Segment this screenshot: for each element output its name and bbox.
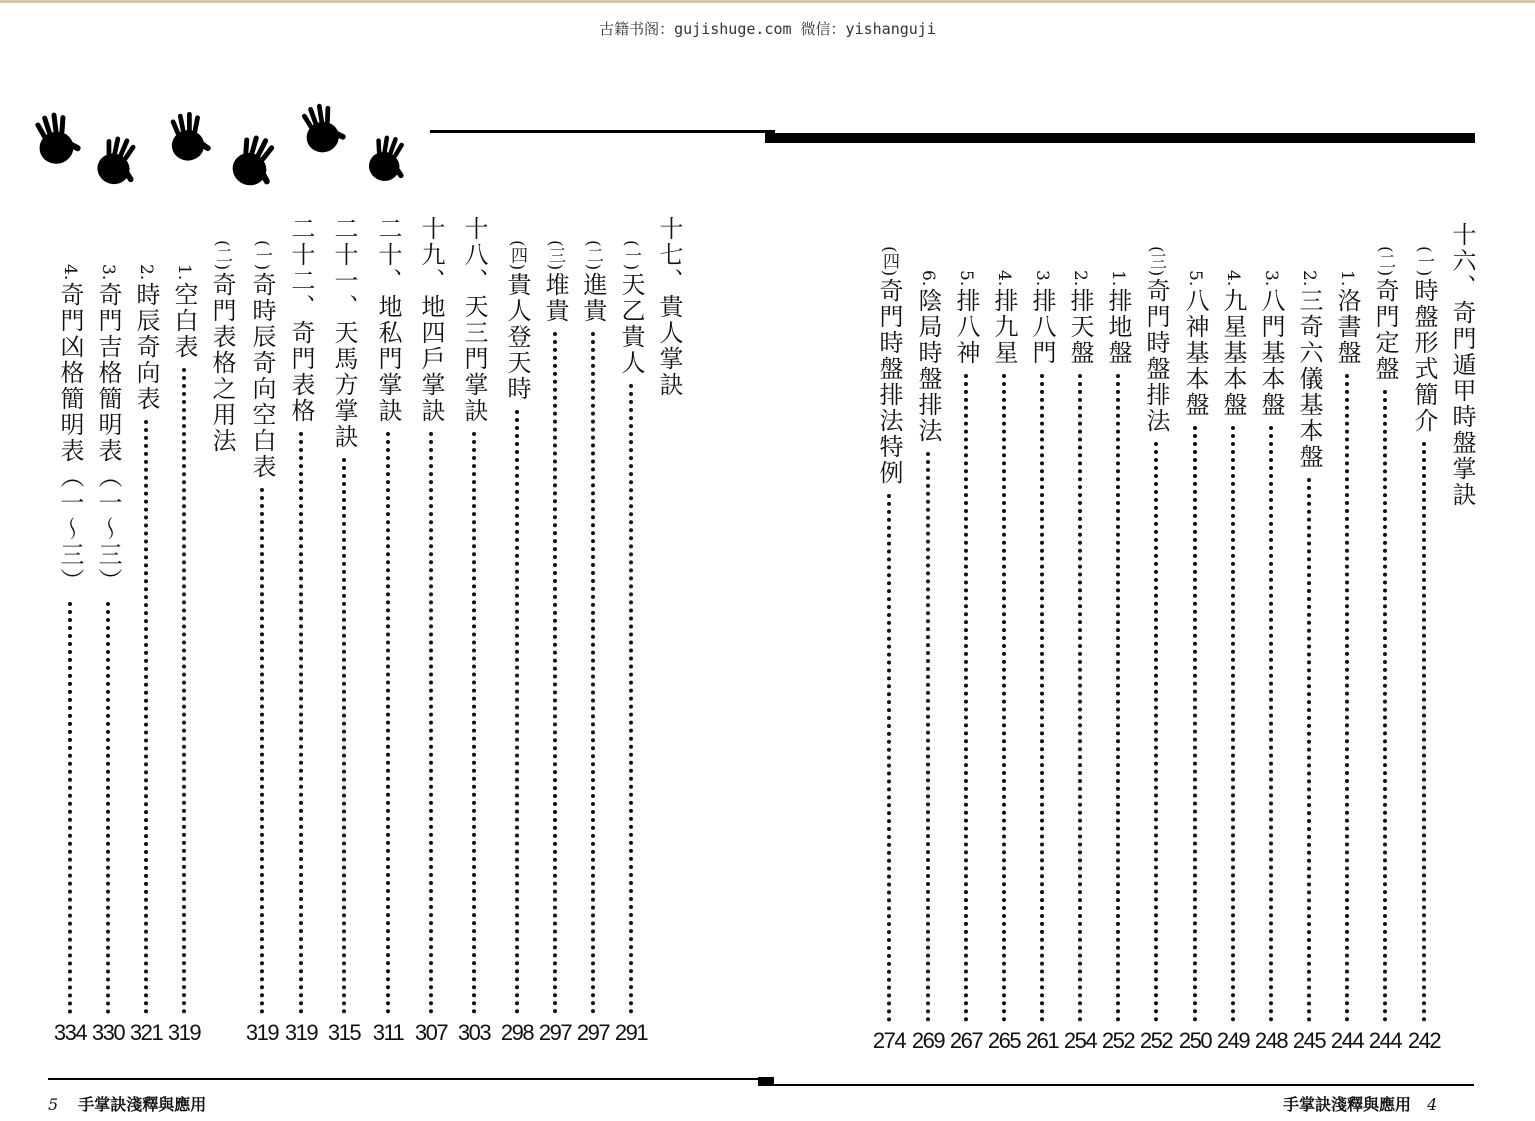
footer-left (48, 1092, 206, 1115)
toc-entry (205, 240, 239, 455)
toc-entry (1216, 270, 1250, 1054)
entry-title: 排九星 (990, 288, 1018, 367)
entry-page: 319 (284, 1020, 318, 1045)
entry-title: 陰局時盤排法 (914, 288, 942, 445)
leader-dots (386, 432, 390, 1014)
entry-page: 330 (91, 1020, 125, 1045)
entry-title: 貴人登天時 (503, 272, 531, 403)
entry-title: 奇門時盤排法特例 (875, 278, 903, 487)
leader-dots (1422, 442, 1426, 1022)
entry-page: 297 (538, 1020, 572, 1045)
toc-entry (1407, 246, 1441, 1054)
leader-dots (1269, 426, 1273, 1022)
page-number-right: 4 (1427, 1095, 1438, 1114)
toc-chapter-20 (371, 216, 405, 1046)
entry-marker: 6. (918, 270, 938, 287)
entry-marker: 2. (136, 264, 156, 281)
entry-title: 天乙貴人 (617, 272, 645, 377)
entry-title: 二十二、奇門表格 (287, 216, 315, 424)
entry-title: 洛書盤 (1333, 288, 1361, 367)
leader-dots (1154, 442, 1158, 1022)
leader-dots (342, 458, 346, 1014)
toc-entry (1330, 270, 1364, 1054)
entry-marker: 3. (1032, 270, 1052, 287)
toc-chapter-16 (1445, 222, 1479, 508)
entry-title: 時盤形式簡介 (1410, 278, 1438, 435)
entry-title: 十七、貴人掌訣 (655, 216, 683, 398)
entry-title: 二十、地私門掌訣 (374, 216, 402, 424)
entry-title: 奇時辰奇向空白表 (248, 272, 276, 481)
entry-marker: 2. (1299, 270, 1319, 287)
entry-title: 排地盤 (1104, 288, 1132, 367)
entry-page: 250 (1178, 1028, 1212, 1053)
entry-page: 274 (872, 1028, 906, 1053)
entry-marker: 4. (60, 264, 80, 281)
entry-page: 311 (372, 1020, 404, 1045)
leader-dots (1307, 478, 1311, 1022)
toc-entry (949, 270, 983, 1054)
leader-dots (299, 432, 303, 1014)
toc-entry (1139, 246, 1173, 1054)
entry-page: 297 (576, 1020, 610, 1045)
header-rule-thick (765, 133, 1475, 143)
toc-entry (872, 246, 906, 1054)
entry-marker: (一) (1414, 246, 1434, 277)
footer-rule-right (772, 1084, 1474, 1086)
toc-entry (1025, 270, 1059, 1054)
entry-title: 奇門定盤 (1371, 278, 1399, 383)
leader-dots (1078, 374, 1082, 1022)
entry-title: 堆貴 (541, 272, 569, 325)
toc-entry (1368, 246, 1402, 1054)
leader-dots (1040, 374, 1044, 1022)
toc-entry (1101, 270, 1135, 1054)
leader-dots (106, 602, 110, 1014)
footer-rule-left (48, 1078, 773, 1080)
entry-page: 245 (1292, 1028, 1326, 1053)
toc-chapter-22 (284, 216, 318, 1046)
leader-dots (1231, 426, 1235, 1022)
entry-title: 排八神 (952, 288, 980, 367)
leader-dots (144, 420, 148, 1014)
toc-entry (167, 264, 201, 1046)
toc-chapter-17 (652, 216, 686, 396)
leader-dots (472, 432, 476, 1014)
entry-title: 時辰奇向表 (132, 282, 160, 413)
entry-marker: (二) (212, 240, 232, 271)
toc-entry (129, 264, 163, 1046)
toc-entry (614, 240, 648, 1046)
entry-page: 249 (1216, 1028, 1250, 1053)
entry-marker: (四) (507, 240, 527, 271)
toc-entry (1178, 270, 1212, 1054)
running-title-left: 手掌訣淺釋與應用 (78, 1095, 207, 1114)
leader-dots (1383, 390, 1387, 1022)
entry-title: 八門基本盤 (1257, 288, 1285, 419)
entry-marker: 5. (956, 270, 976, 287)
leader-dots (1002, 374, 1006, 1022)
toc-entry (245, 240, 279, 1046)
entry-marker: (二) (1375, 246, 1395, 277)
entry-marker: (一) (621, 240, 641, 271)
entry-title: 排八門 (1028, 288, 1056, 367)
entry-marker: 1. (174, 264, 194, 281)
toc-entry (1254, 270, 1288, 1054)
entry-marker: (四) (879, 246, 899, 277)
toc-entry (911, 270, 945, 1054)
toc-entry (538, 240, 572, 1046)
toc-chapter-18 (457, 216, 491, 1046)
entry-page: 265 (987, 1028, 1021, 1053)
header-rule-thin (430, 130, 775, 133)
entry-title: 十六、奇門遁甲時盤掌訣 (1448, 222, 1476, 508)
running-title-right: 手掌訣淺釋與應用 (1283, 1095, 1412, 1114)
entry-marker: 4. (1223, 270, 1243, 287)
entry-page: 248 (1254, 1028, 1288, 1053)
entry-page: 303 (457, 1020, 491, 1045)
entry-page: 254 (1063, 1028, 1097, 1053)
leader-dots (68, 602, 72, 1014)
leader-dots (515, 410, 519, 1014)
entry-page: 242 (1407, 1028, 1441, 1053)
leader-dots (553, 332, 557, 1014)
toc-entry (987, 270, 1021, 1054)
footer-right (1283, 1092, 1437, 1115)
leader-dots (964, 374, 968, 1022)
entry-marker: 1. (1108, 270, 1128, 287)
entry-page: 319 (245, 1020, 279, 1045)
entry-marker: 2. (1070, 270, 1090, 287)
toc-entry (1063, 270, 1097, 1054)
entry-marker: (三) (1146, 246, 1166, 277)
toc-entry (1292, 270, 1326, 1054)
entry-marker: (一) (252, 240, 272, 271)
entry-marker: 4. (994, 270, 1014, 287)
entry-title: 二十一、天馬方掌訣 (330, 216, 358, 450)
entry-title: 三奇六儀基本盤 (1295, 288, 1323, 471)
page-number-left: 5 (48, 1095, 59, 1114)
leader-dots (887, 494, 891, 1022)
handprints-decoration (22, 86, 422, 190)
leader-dots (591, 332, 595, 1014)
toc-entry (91, 264, 125, 1046)
entry-page: 319 (167, 1020, 201, 1045)
entry-page: 261 (1025, 1028, 1059, 1053)
entry-title: 九星基本盤 (1219, 288, 1247, 419)
entry-page: 267 (949, 1028, 983, 1053)
entry-page: 269 (911, 1028, 945, 1053)
entry-title: 奇門表格之用法 (208, 272, 236, 455)
leader-dots (1116, 374, 1120, 1022)
top-band (0, 0, 1535, 3)
entry-page: 244 (1330, 1028, 1364, 1053)
entry-page: 334 (53, 1020, 87, 1045)
entry-page: 291 (614, 1020, 648, 1045)
toc-chapter-19 (414, 216, 448, 1046)
watermark: 古籍书阁：gujishuge.com 微信：yishanguji (599, 20, 936, 38)
entry-marker: 5. (1185, 270, 1205, 287)
entry-page: 315 (327, 1020, 361, 1045)
entry-page: 252 (1139, 1028, 1173, 1053)
toc-entry (500, 240, 534, 1046)
entry-page: 321 (129, 1020, 163, 1045)
entry-page: 244 (1368, 1028, 1402, 1053)
entry-marker: (二) (583, 240, 603, 271)
leader-dots (1193, 426, 1197, 1022)
entry-title: 奇門吉格簡明表（一～三） (94, 282, 122, 595)
leader-dots (926, 452, 930, 1022)
toc-chapter-21 (327, 216, 361, 1046)
leader-dots (182, 368, 186, 1014)
entry-title: 排天盤 (1066, 288, 1094, 367)
entry-title: 進貴 (579, 272, 607, 325)
leader-dots (629, 384, 633, 1014)
toc-entry (53, 264, 87, 1046)
leader-dots (429, 432, 433, 1014)
entry-marker: 1. (1337, 270, 1357, 287)
leader-dots (1345, 374, 1349, 1022)
entry-title: 奇門時盤排法 (1142, 278, 1170, 435)
entry-page: 252 (1101, 1028, 1135, 1053)
entry-marker: (三) (545, 240, 565, 271)
leader-dots (260, 488, 264, 1014)
entry-title: 奇門凶格簡明表（一～三） (56, 282, 84, 595)
entry-title: 空白表 (170, 282, 198, 361)
entry-title: 十九、地四戶掌訣 (417, 216, 445, 424)
entry-page: 298 (500, 1020, 534, 1045)
entry-marker: 3. (1261, 270, 1281, 287)
entry-marker: 3. (98, 264, 118, 281)
entry-title: 八神基本盤 (1181, 288, 1209, 419)
entry-page: 307 (414, 1020, 448, 1045)
entry-title: 十八、天三門掌訣 (460, 216, 488, 424)
toc-entry (576, 240, 610, 1046)
